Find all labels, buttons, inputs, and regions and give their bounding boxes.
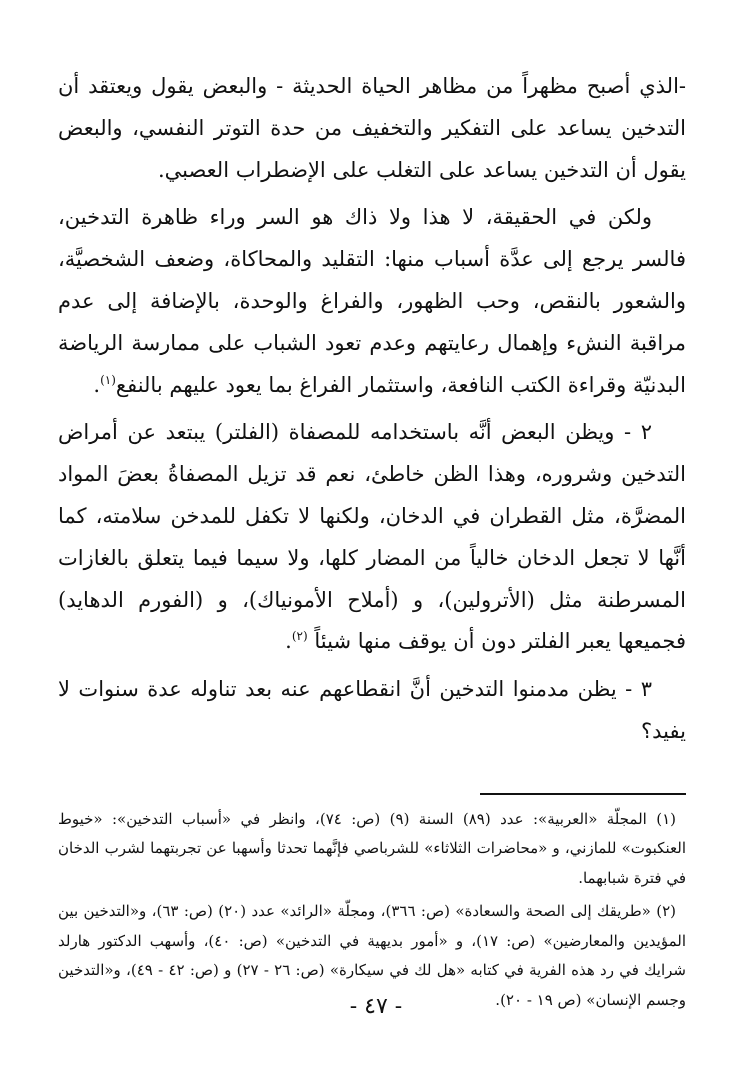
footnote-ref-1: (١) bbox=[100, 372, 116, 387]
paragraph-1 bbox=[58, 66, 686, 191]
footnote-separator bbox=[480, 793, 686, 795]
footnotes bbox=[58, 805, 686, 1016]
paragraph-2-end: . bbox=[93, 372, 101, 397]
paragraph-4-text: ٣ - يظن مدمنوا التدخين أنَّ انقطاعهم عنه بعد تناوله عدة سنوات لا يفيد؟ bbox=[58, 677, 686, 743]
footnote-ref-2: (٢) bbox=[291, 629, 308, 644]
page-number: - ٤٧ - bbox=[349, 994, 403, 1019]
paragraph-3-end: . bbox=[285, 629, 292, 654]
main-text bbox=[58, 66, 686, 753]
paragraph-4 bbox=[58, 669, 686, 753]
paragraph-3-text: ٢ - ويظن البعض أنَّه باستخدامه للمصفاة (الفلتر) يبتعد عن أمراض التدخين وشروره، وهذا الظن خاطئ، نعم قد تزيل المصفاةُ بعضَ المواد المضرَّة، مثل القطران في الدخان، ولكنها لا تكفل للمدخن سلامته، كما أنَّها لا تجعل الدخان خالياً من المضار كلها، ولا سيما فيما يتعلق بالغازات المسرطنة مثل (الأترولين)، و (أملاح الأمونياك)، و (الفورم الدهايد) فجميعها يعبر الفلتر دون أن يوقف منها شيئاً bbox=[58, 420, 686, 654]
footnote-2: (٢) «طريقك إلى الصحة والسعادة» (ص: ٣٦٦)، ومجلّة «الرائد» عدد (٢٠) (ص: ٦٣)، و«التدخين بين المؤيدين والمعارضين» (ص: ١٧)، و «أمور بديهية في التدخين» (ص: ٤٠)، وأسهب الدكتور هارلد شرايك في رد هذه الفرية في كتابه «هل لك في سيكارة» (ص: ٢٦ - ٢٧) و (ص: ٤٢ - ٤٩)، و«التدخين وجسم الإنسان» (ص ١٩ - ٢٠). bbox=[58, 902, 686, 1009]
paragraph-1-text: -الذي أصبح مظهراً من مظاهر الحياة الحديثة - والبعض يقول ويعتقد أن التدخين يساعد على التفكير والتخفيف من حدة التوتر النفسي، والبعض يقول أن التدخين يساعد على التغلب على الإضطراب العصبي. bbox=[58, 74, 686, 182]
paragraph-2 bbox=[58, 197, 686, 406]
footnote-1: (١) المجلّة «العربية»: عدد (٨٩) السنة (٩) (ص: ٧٤)، وانظر في «أسباب التدخين»: «خيوط العنكبوت» للمازني، و «محاضرات الثلاثاء» للشرباصي فإنَّهما تحدثا وأسهبا عن تجربتهما لشرب الدخان في فترة شبابهما. bbox=[58, 809, 686, 887]
paragraph-3 bbox=[58, 412, 686, 663]
paragraph-2-text: ولكن في الحقيقة، لا هذا ولا ذاك هو السر وراء ظاهرة التدخين، فالسر يرجع إلى عدَّة أسباب منها: التقليد والمحاكاة، وضعف الشخصيَّة، والشعور بالنقص، وحب الظهور، والفراغ والوحدة، بالإضافة إلى عدم مراقبة النشء وإهمال رعايتهم وعدم تعود الشباب على ممارسة الرياضة البدنيّة وقراءة الكتب النافعة، واستثمار الفراغ بما يعود عليهم بالنفع bbox=[58, 205, 686, 397]
